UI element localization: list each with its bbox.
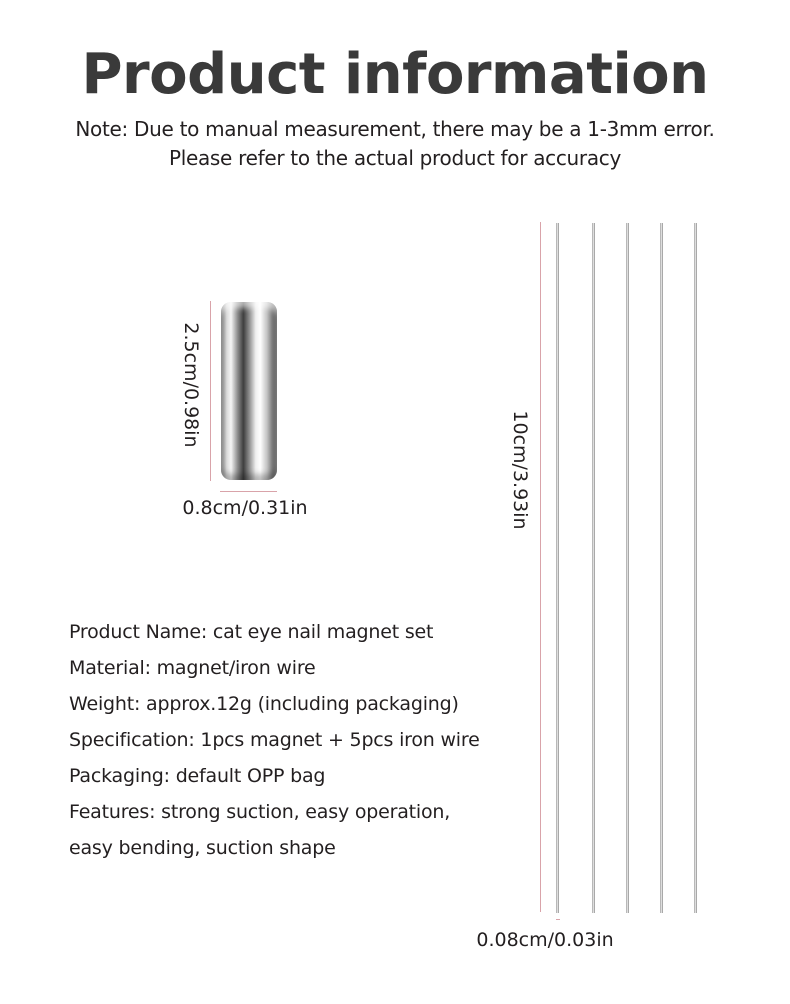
spec-weight: Weight: approx.12g (including packaging) — [69, 693, 459, 715]
wire-width-label: 0.08cm/0.03in — [476, 929, 614, 951]
magnet-height-dimension-line — [210, 301, 211, 481]
wire-width-dimension-line — [556, 919, 560, 920]
magnet-height-label: 2.5cm/0.98in — [180, 322, 202, 448]
iron-wire — [660, 223, 663, 913]
spec-specification: Specification: 1pcs magnet + 5pcs iron wire — [69, 729, 480, 751]
page-title: Product information — [81, 42, 709, 107]
spec-product-name: Product Name: cat eye nail magnet set — [69, 621, 434, 643]
iron-wire — [592, 223, 595, 913]
spec-list — [69, 614, 480, 866]
magnet-width-label: 0.8cm/0.31in — [182, 497, 308, 519]
iron-wire — [694, 223, 697, 913]
iron-wire — [626, 223, 629, 913]
spec-features-continued: easy bending, suction shape — [69, 837, 336, 859]
iron-wire — [556, 223, 559, 913]
magnet-image — [221, 302, 277, 480]
note-line-2: Please refer to the actual product for accuracy — [168, 146, 622, 170]
note-line-1: Note: Due to manual measurement, there may be a 1-3mm error. — [75, 117, 715, 141]
wire-length-label: 10cm/3.93in — [509, 410, 531, 530]
spec-packaging: Packaging: default OPP bag — [69, 765, 326, 787]
spec-material: Material: magnet/iron wire — [69, 657, 316, 679]
spec-features: Features: strong suction, easy operation, — [69, 801, 451, 823]
magnet-width-dimension-line — [220, 491, 277, 492]
wire-length-dimension-line — [540, 222, 541, 912]
